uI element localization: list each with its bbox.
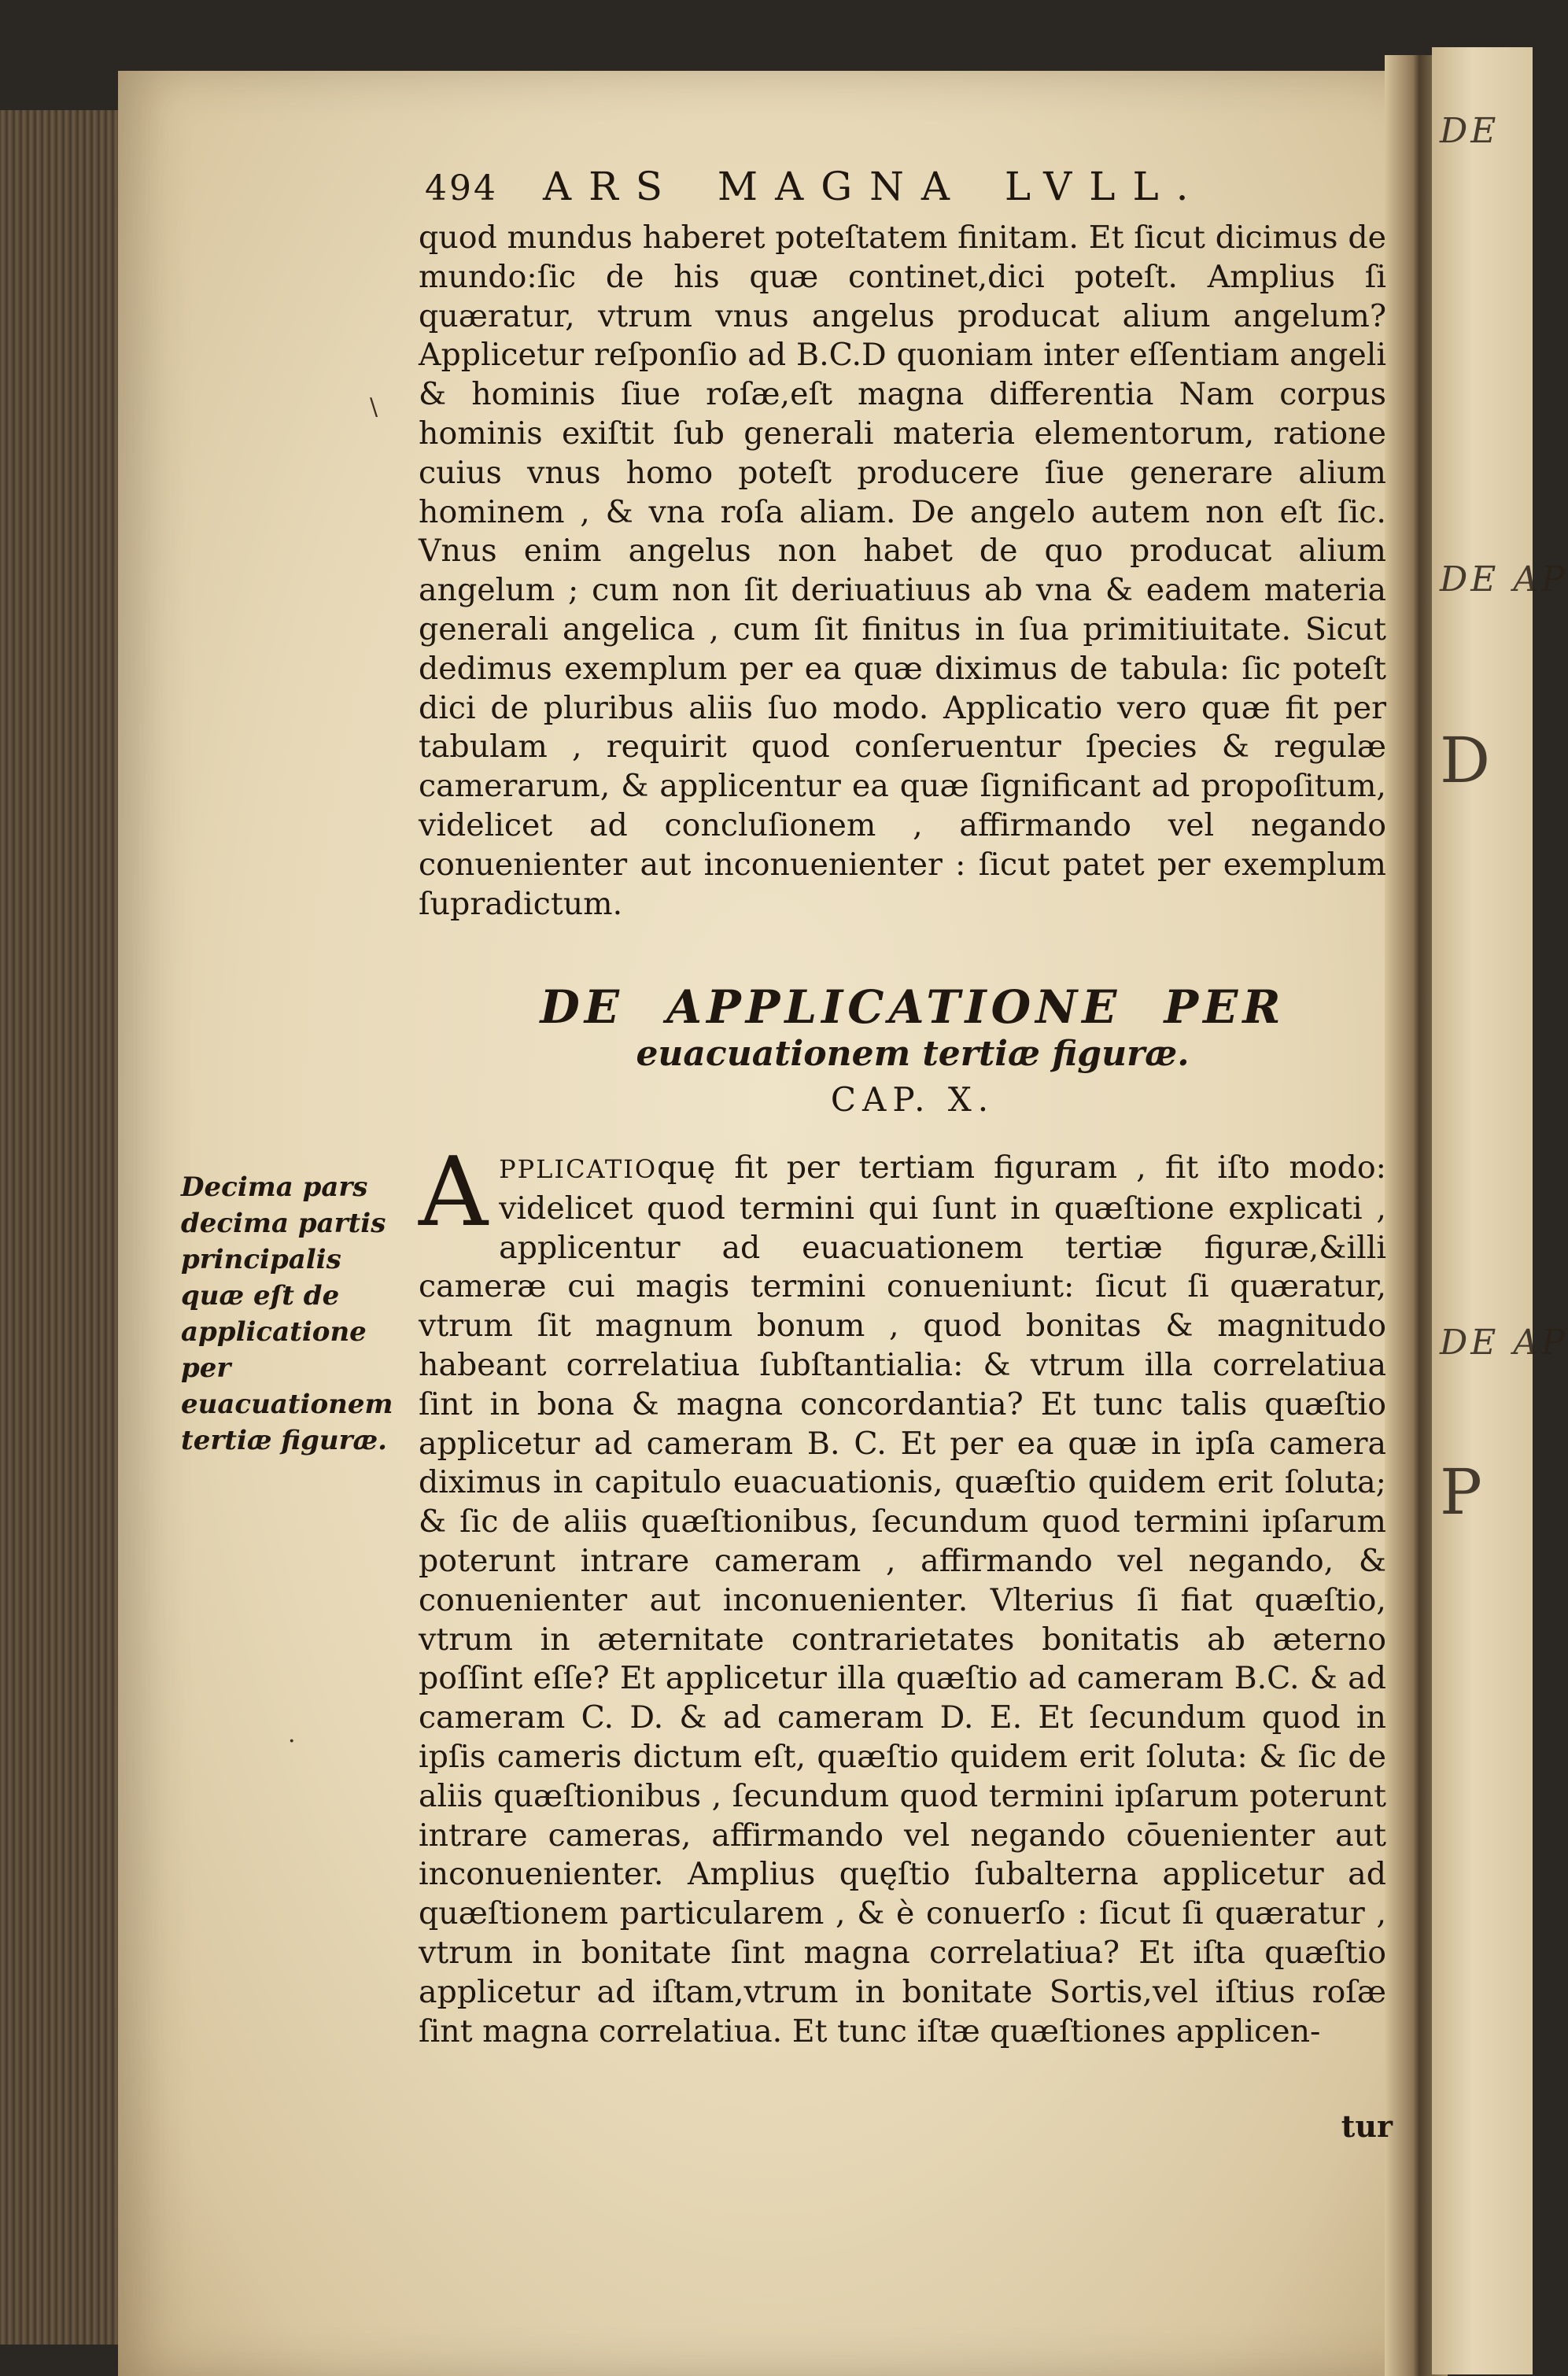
stray-mark: \ (370, 393, 378, 421)
catchword: tur (1341, 2109, 1393, 2144)
chapter-heading (425, 982, 1400, 1123)
page-number: 494 (425, 168, 498, 208)
facing-heading-fragment: DE AP (1440, 559, 1568, 600)
running-title: ARS MAGNA LVLL. (543, 164, 1206, 209)
marginal-note-text: Decima pars decima partis principalis quæ eſt de applicatione per euacuationem tertiæ figuræ. (181, 1171, 393, 1456)
running-head (425, 164, 1400, 219)
facing-heading-fragment: DE AP (1440, 1323, 1568, 1363)
facing-dropcap-fragment: P (1440, 1455, 1485, 1529)
paragraph-text: quę fit per tertiam figuram , fit iſto modo: videlicet quod termini qui ſunt in quæſtione explicati , applicentur ad euacuationem tertiæ figuræ,&illi cameræ cui magis termini conueniunt: ſicut ſi quæratur, vtrum ſit magnum bonum , quod bonitas & magnitudo habeant correlatiua ſubſtantialia: & vtrum illa correlatiua ſint in bona & magna concordantia? Et tunc talis quæſtio applicetur ad cameram B. C. Et per ea quæ in ipſa camera diximus in capitulo euacuationis, quæſtio quidem erit ſoluta; & ſic de aliis quæſtionibus, ſecundum quod termini ipſarum poterunt intrare cameram , affirmando vel negando, & conuenienter aut inconuenienter. Vlterius ſi fiat quæſtio, vtrum in æternitate contrarietates bonitatis ab æterno poſſint eſſe? Et applicetur illa quæſtio ad cameram B.C. & ad cameram C. D. & ad cameram D. E. Et ſecundum quod in ipſis cameris dictum eſt, quæſtio quidem erit ſoluta: & ſic de aliis quæſtionibus , ſecundum quod termini ipſarum poterunt intrare cameras, affirmando vel negando cōuenienter aut inconuenienter. Amplius quęſtio ſubalterna applicetur ad quæſtionem particularem , & è conuerſo : ſicut ſi quæratur , vtrum in bonitate ſint magna correlatiua? Et iſta quæſtio applicetur ad iſtam,vtrum in bonitate Sortis,vel iſtius roſæ ſint magna correlatiua. Et tunc iſtæ quæſtiones applicen- (419, 1149, 1386, 2049)
paragraph-text: quod mundus haberet poteſtatem finitam. Et ſicut dicimus de mundo:ſic de his quæ continet,dici poteſt. Amplius ſi quæratur, vtrum vnus angelus producat alium angelum? Applicetur reſponſio ad B.C.D quoniam inter eſſentiam angeli & hominis ſiue roſæ,eſt magna differentia Nam corpus hominis exiſtit ſub generali materia elementorum, ratione cuius vnus homo poteſt producere ſiue generare alium hominem , & vna roſa aliam. De angelo autem non eſt ſic. Vnus enim angelus non habet de quo producat alium angelum ; cum non ſit deriuatiuus ab vna & eadem materia generali angelica , cum ſit finitus in ſua primitiuitate. Sicut dedimus exemplum per ea quæ diximus de tabula: ſic poteſt dici de pluribus aliis ſuo modo. Applicatio vero quæ fit per tabulam , requirit quod conſeruentur ſpecies & regulæ camerarum, & applicentur ea quæ ſignificant ad propoſitum, videlicet ad concluſionem , affirmando vel negando conuenienter aut inconuenienter : ſicut patet per exemplum ſupradictum. (419, 220, 1386, 922)
drop-cap: A (419, 1136, 489, 1248)
stray-mark: · (288, 1728, 296, 1755)
body-paragraph (419, 219, 1386, 943)
facing-heading-fragment: DE (1440, 111, 1500, 151)
body-paragraph (419, 1136, 1386, 2124)
chapter-heading-line-1: DE APPLICATIONE PER (540, 980, 1286, 1034)
chapter-heading-line-2: euacuationem tertiæ figuræ. (636, 1034, 1190, 1074)
small-caps-lead: PPLICATIO (499, 1154, 658, 1184)
chapter-number: CAP. X. (830, 1080, 995, 1119)
marginal-note (181, 1169, 401, 1459)
facing-page (1432, 47, 1568, 2374)
facing-dropcap-fragment: D (1440, 724, 1494, 797)
